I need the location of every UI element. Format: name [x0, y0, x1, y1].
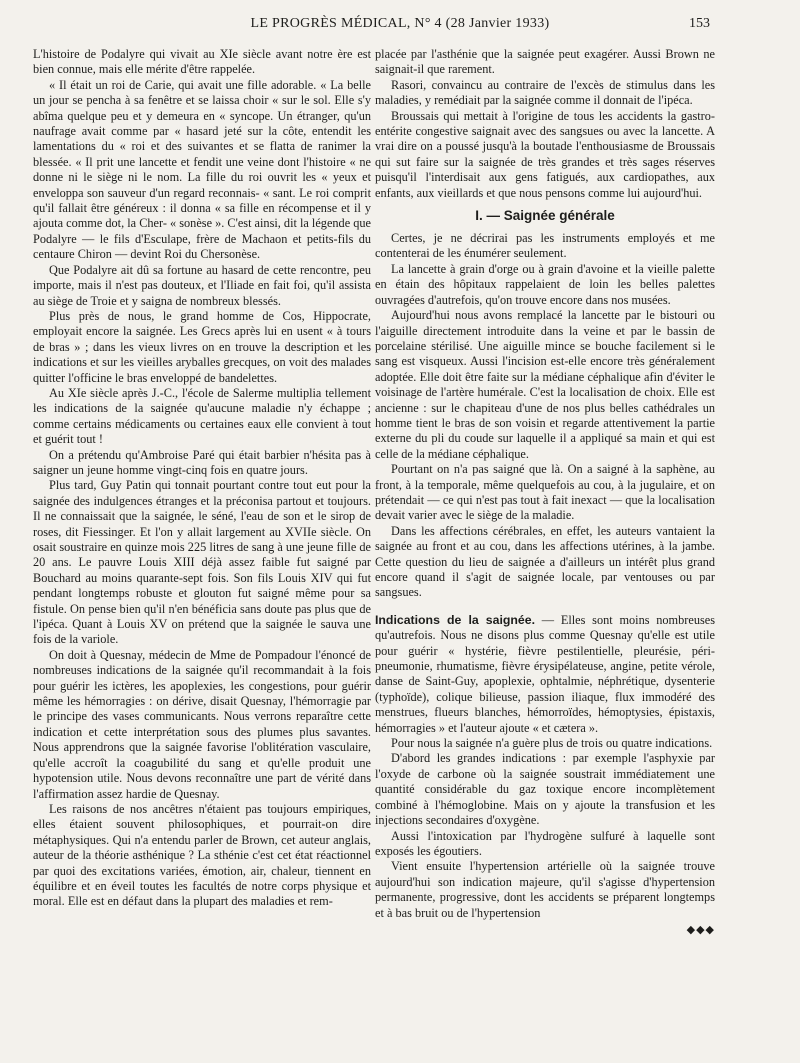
paragraph: Au XIe siècle après J.-C., l'école de Salerme multiplia tellement les indications de la saignée qu'aucune maladie n'y échappe ; comme certains médicaments ou certaines eaux elle convient à tout et guérit tout !: [33, 385, 371, 447]
paragraph: On a prétendu qu'Ambroise Paré qui était barbier n'hésita pas à saigner un jeune homme vingt-cinq fois en quatre jours.: [33, 447, 371, 477]
paragraph: Aussi l'intoxication par l'hydrogène sulfuré à laquelle sont exposés les égoutiers.: [375, 828, 715, 858]
right-column: [375, 47, 715, 938]
paragraph: Que Podalyre ait dû sa fortune au hasard de cette rencontre, peu importe, mais il n'est pas douteux, et l'Iliade en fait foi, qu'il assista au siège de Troie et y saigna de nombreux blessés.: [33, 262, 371, 308]
paragraph: Pourtant on n'a pas saigné que là. On a saigné à la saphène, au front, à la temporale, même quelquefois au cou, à la jugulaire, et on prétendait — ce qui n'est pas tout à fait inexact — que la localisation devait varier avec le siège de la maladie.: [375, 462, 715, 523]
journal-title: LE PROGRÈS MÉDICAL, N° 4 (28 Janvier 1933): [250, 16, 550, 31]
paragraph: Pour nous la saignée n'a guère plus de trois ou quatre indications.: [391, 736, 713, 751]
paragraph: Dans les affections cérébrales, en effet, les auteurs vantaient la saignée au front et au cou, dans les affections utérines, à la jambe. Cette question du lieu de saignée a d'ailleurs un intérêt plus grand encore quand il s'agit de saignée locale, par ventouses ou par sangsues.: [375, 523, 715, 600]
paragraph: Rasori, convaincu au contraire de l'excès de stimulus dans les maladies, y remédiait par la saignée comme il donnait de l'ipéca.: [375, 77, 715, 108]
spacer: [375, 601, 715, 613]
paragraph: Vient ensuite l'hypertension artérielle où la saignée trouve aujourd'hui son indication majeure, qu'il s'agisse d'hypertension permanente, progressive, dont les accidents se préparent longtemps et à bas bruit ou de l'hypertension: [375, 859, 715, 920]
paragraph: « Il était un roi de Carie, qui avait une fille adorable. « La belle un jour se pencha à sa fenêtre et se laissa choir « sur le sol. Elle s'y abîma quelque peu et y demeura en « syncope. Un étranger, qu'un naufrage avait comme par « hasard jeté sur la côte, entendit les lamentations du « roi et des suivantes et se flatta de ranimer la blessée. « Il prit une lancette et fendit une veine dont l'histoire « ne donne ni le siège ni le nom. La fille du roi ouvrit les « yeux et enveloppa son sauveur d'un regard reconnais- « sant. Le roi comprit qu'il fallait être généreux : il donna « sa fille en récompense et il y ajouta comme dot, la Cher- « sonèse ». C'est ainsi, dit la légende que Podalyre — le fils d'Esculape, frère de Machaon et petits-fils du centaure Chiron — devint Roi du Chersonèse.: [33, 77, 371, 262]
paragraph: La lancette à grain d'orge ou à grain d'avoine et la vieille palette en étain des hôpitaux rappelaient de loin les belles palettes ouvragées d'autrefois, qu'on trouve encore dans nos musées.: [375, 261, 715, 307]
paragraph: Certes, je ne décrirai pas les instruments employés et me contenterai de les énumérer seulement.: [375, 231, 715, 261]
paragraph: placée par l'asthénie que la saignée peut exagérer. Aussi Brown ne saignait-il que rarement.: [375, 47, 715, 77]
paragraph-text: — Elles sont moins nombreuses qu'autrefois. Nous ne disons plus comme Quesnay qu'elle est utile pour guérir « hystérie, fièvre pestilentielle, pleurésie, péri-pneumonie, rhumatisme, fièvre érysipélateuse, angine, petite vérole, danse de Saint-Guy, apoplexie, ophtalmie, néphrétique, dysenterie (typhoïde), colique bilieuse, passion iliaque, flux immodéré des menstrues, flueurs blanches, hémorroïdes, hémoptysies, épistaxis, hémorragies » et l'auteur ajoute « et cætera ».: [375, 612, 715, 735]
end-ornament: ◆◆◆: [686, 923, 715, 936]
paragraph: On doit à Quesnay, médecin de Mme de Pompadour l'énoncé de nombreuses indications de la saignée qu'il recommandait à la fois pour guérir les ictères, les apoplexies, les congestions, pour guérir même les hémorragies : on dérive, disait Quesnay, l'hémorragie par le principe des vases communicants. Nous verrons reparaître cette indication et cette interprétation sous des plumes plus savantes. Nous apprendrons que la saignée favorise l'oblitération vasculaire, qu'elle accroît la coagubilité du sang et qu'elle produit une hypotension utile. Nous devons reconnaître une part de vérité dans l'affirmation assez hardie de Quesnay.: [33, 647, 371, 801]
paragraph: Plus tard, Guy Patin qui tonnait pourtant contre tout eut pour la saignée des indulgences étranges et la préconisa partout et toujours. Il ne connaissait que la saignée, le séné, l'eau de son et le sirop de roses, dit Fiessinger. Et l'on y allait largement au XVIIe siècle. On osait soustraire en quinze mois 225 litres de sang à une jeune fille de 20 ans. Le pauvre Louis XIII déjà assez faible fut saigné par Bouchard au moins quarante-sept fois. Son fils Louis XIV qui fut pendant longtemps robuste et glouton fut saigné même pour sa fistule. On pense bien qu'il n'en bénéficia sans doute pas plus que de l'ipéca. Quant à Louis XV on prétend que la saignée le sauva une fois de la variole.: [33, 478, 371, 647]
page-number: 153: [689, 16, 710, 31]
paragraph: Broussais qui mettait à l'origine de tous les accidents la gastro-entérite congestive saignait avec des sangsues ou avec la lancette. A vrai dire on a poussé jusqu'à la boutade l'enthousiasme de Broussais qui sut faire sur la saignée de très grandes et très sages réserves puisqu'il l'interdisait aux gens fatigués, aux cardiopathes, aux enfants, aux vieillards et que nous pensons comme lui aujourd'hui.: [375, 108, 715, 200]
paragraph: L'histoire de Podalyre qui vivait au XIe siècle avant notre ère est bien connue, mais elle mérite d'être rappelée.: [33, 47, 371, 77]
paragraph: D'abord les grandes indications : par exemple l'asphyxie par l'oxyde de carbone où la saignée soustrait immédiatement une quantité considérable du gaz toxique encore incomplètement combiné à l'hémoglobine. Mais on y ajoute la transfusion et les injections secondaires d'oxygène.: [375, 751, 715, 828]
paragraph: Les raisons de nos ancêtres n'étaient pas toujours empiriques, elles étaient souvent philosophiques, et pourrait-on dire métaphysiques. Qui n'a entendu parler de Brown, cet auteur anglais, auteur de la théorie asthénique ? La sthénie c'est cet état réactionnel par quoi des excitations variées, émotion, air, chaleur, tiennent en équilibre et en éveil toutes les facultés de notre corps physique et moral. Elle est en défaut dans la plupart des maladies et rem-: [33, 801, 371, 909]
left-column: [33, 47, 371, 910]
page-header: [0, 0, 800, 50]
paragraph: Plus près de nous, le grand homme de Cos, Hippocrate, employait encore la saignée. Les Grecs après lui en usent « à tours de bras » ; dans les vieux livres on en trouve la description et les indications et sur les vieilles aryballes grecques, on voit des malades quitter l'officine le bras enveloppé de bandelettes.: [33, 308, 371, 385]
indications-paragraph: [375, 613, 715, 736]
section-heading: I. — Saignée générale: [475, 208, 615, 224]
run-in-heading: Indications de la saignée.: [375, 612, 536, 627]
paragraph: Aujourd'hui nous avons remplacé la lancette par le bistouri ou l'aiguille directement introduite dans la veine et par le bassin de porcelaine stérilisé. Une aiguille mince se bouche facilement si le sang est visqueux. Aussi l'incision est-elle encore très généralement adoptée. Elle doit être faite sur la médiane céphalique afin d'éviter le voisinage de l'artère humérale. C'est la localisation de choix. Elle est ancienne : sur le chapiteau d'une de nos plus belles cathédrales un homme tient le bras de son voisin et regarde attentivement la partie externe du pli du coude sur laquelle il a appliqué sa main et qui est celle de la médiane céphalique.: [375, 308, 715, 461]
